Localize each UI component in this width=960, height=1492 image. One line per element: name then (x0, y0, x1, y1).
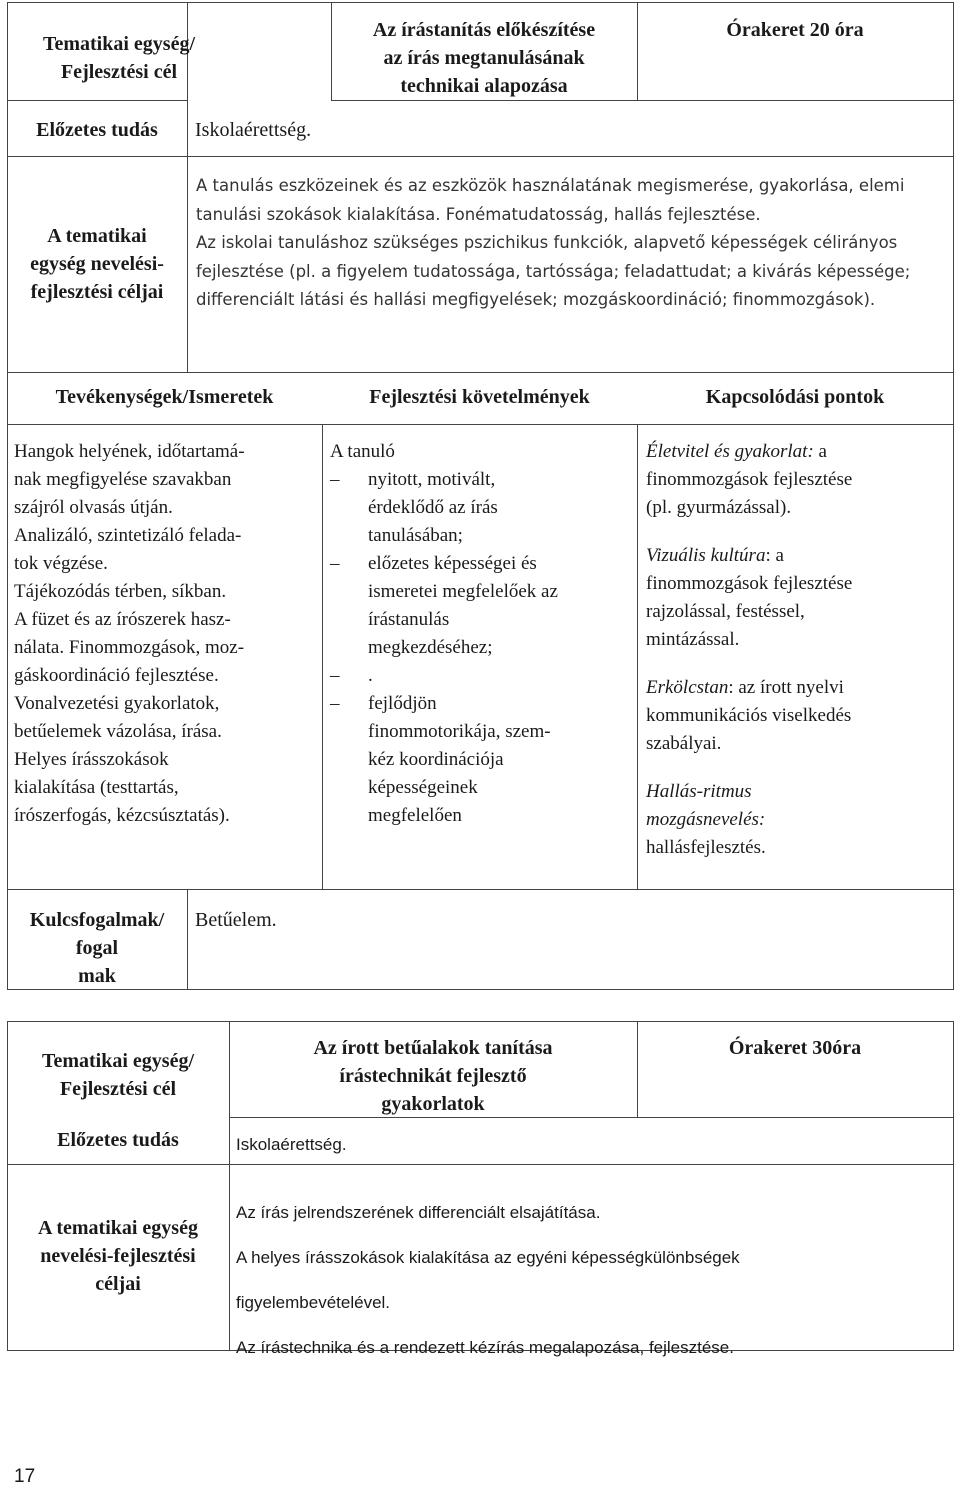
table2-goals-label: A tematikai egység nevelési-fejlesztési céljai (38, 1217, 198, 1295)
requirements-intro: A tanuló (330, 441, 395, 462)
table2-prior-label: Előzetes tudás (57, 1129, 179, 1151)
table2-goals (236, 1190, 948, 1370)
table2-goal-line: figyelembevételével. (236, 1293, 391, 1312)
requirement-item: – nyitott, motivált, érdeklődő az írás tanulásában; (330, 466, 630, 550)
table1-prior-value: Iskolaérettség. (195, 119, 312, 141)
table2-prior-value: Iskolaérettség. (236, 1135, 347, 1154)
table1-header-label: Tematikai egység/ Fejlesztési cél (42, 33, 196, 83)
table2-topic-title: Az írott betűalakok tanítása írástechnikát fejlesztő gyakorlatok (313, 1037, 553, 1115)
table1-key-value: Betűelem. (195, 909, 277, 931)
table1-goals-label: A tematikai egység nevelési- fejlesztési céljai (30, 225, 164, 303)
col-header-links: Kapcsolódási pontok (705, 386, 885, 408)
col-header-requirements: Fejlesztési követelmények (369, 386, 590, 408)
table1-topic-title: Az írástanítás előkészítése az írás megtanulásának technikai alapozása (372, 19, 596, 97)
table2-header-label: Tematikai egység/ Fejlesztési cél (41, 1050, 195, 1100)
requirement-item: – fejlődjön finommotorikája, szem- kéz koordinációja képességeinek megfelelően (330, 690, 630, 830)
page-number: 17 (14, 1466, 36, 1487)
table1-key-label: Kulcsfogalmak/ fogal mak (29, 909, 165, 987)
link-item: Hallás-ritmus mozgásnevelés: hallásfejlesztés. (646, 781, 766, 858)
link-item: Erkölcstan: az írott nyelvi kommunikációs viselkedés szabályai. (646, 677, 852, 754)
table1-prior-label: Előzetes tudás (36, 119, 158, 141)
table2-goal-line: Az írástechnika és a rendezett kézírás megalapozása, fejlesztése. (236, 1338, 734, 1357)
link-item: Életvitel és gyakorlat: a finommozgások fejlesztése (pl. gyurmázással). (646, 441, 853, 518)
requirements-block (330, 438, 630, 830)
link-item: Vizuális kultúra: a finommozgások fejlesztése rajzolással, festéssel, mintázással. (646, 545, 853, 650)
table1-goals-text-1: A tanulás eszközeinek és az eszközök használatának megismerése, gyakorlása, elemi tanulási szokások kialakítása. Fonématudatosság, hallás fejlesztése. (196, 176, 905, 224)
table1-goals-text-2: Az iskolai tanuláshoz szükséges pszichikus funkciók, alapvető képességek célirányos fejlesztése (pl. a figyelem tudatossága, tartóssága; feladattudat; a kivárás képessége; differenciált látási és hallási megfigyelések; mozgáskoordináció; finommozgások). (196, 233, 911, 309)
activities-text: Hangok helyének, időtartamá- nak megfigyelése szavakban szájról olvasás útján. Analizáló, szintetizáló felada- tok végzése. Tájékozódás térben, síkban. A füzet és az írószerek hasz- nálata. Finommozgások, moz- gáskoordináció fejlesztése. Vonalvezetési gyakorlatok, betűelemek vázolása, írása. Helyes írásszokások kialakítása (testtartás, írószerfogás, kézcsúsztatás). (14, 441, 245, 826)
links-block (646, 438, 946, 882)
table2-goal-line: Az írás jelrendszerének differenciált elsajátítása. (236, 1203, 601, 1222)
requirement-item: – . (330, 662, 630, 690)
table2-hours: Órakeret 30óra (728, 1037, 862, 1059)
col-header-activities: Tevékenységek/Ismeretek (55, 386, 274, 408)
table2-goal-line: A helyes írásszokások kialakítása az egyéni képességkülönbségek (236, 1248, 740, 1267)
requirement-item: – előzetes képességei és ismeretei megfelelőek az írástanulás megkezdéséhez; (330, 550, 630, 662)
table1-hours: Órakeret 20 óra (726, 19, 864, 41)
